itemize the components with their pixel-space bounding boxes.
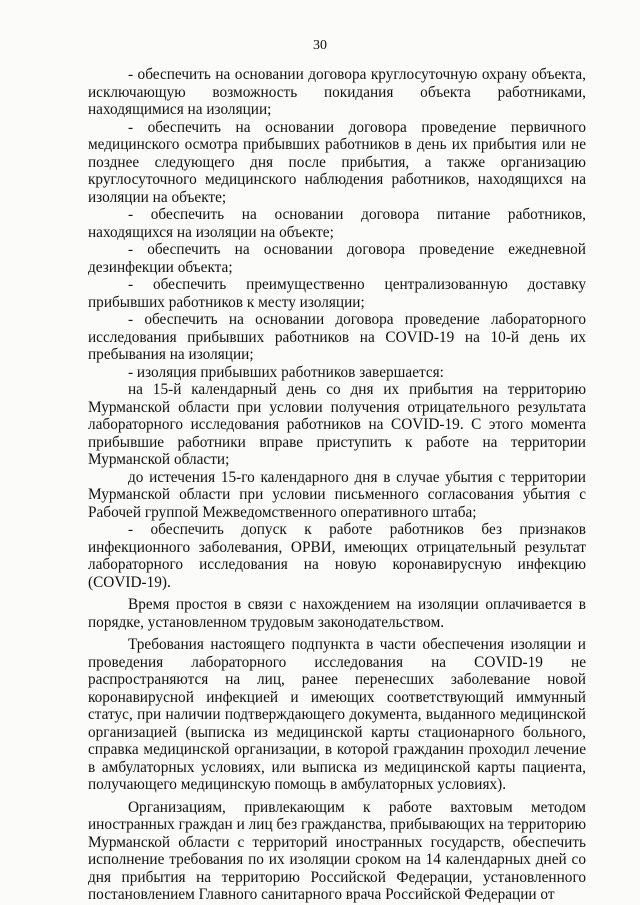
paragraph: на 15-й календарный день со дня их прибытия на территорию Мурманской области при условии получения отрицательного результата лабораторного исследования работников на COVID-19. С этого момента прибывшие работники вправе приступить к работе на территории Мурманской области;	[88, 381, 586, 468]
document-body	[88, 66, 586, 904]
paragraph: Организациям, привлекающим к работе вахтовым методом иностранных граждан и лиц без гражданства, прибывающих на территорию Мурманской области с территорий иностранных государств, обеспечить исполнение требования по их изоляции сроком на 14 календарных дней со дня прибытия на территорию Российской Федерации, установленного постановлением Главного санитарного врача Российской Федерации от	[88, 798, 586, 903]
paragraph: - обеспечить преимущественно централизованную доставку прибывших работников к месту изоляции;	[88, 276, 586, 311]
paragraph: - обеспечить на основании договора проведение ежедневной дезинфекции объекта;	[88, 241, 586, 276]
paragraph: - обеспечить на основании договора круглосуточную охрану объекта, исключающую возможность покидания объекта работниками, находящимися на изоляции;	[88, 66, 586, 118]
paragraph: Требования настоящего подпункта в части обеспечения изоляции и проведения лабораторного исследования на COVID-19 не распространяются на лиц, ранее перенесших заболевание новой коронавирусной инфекцией и имеющих соответствующий иммунный статус, при наличии подтверждающего документа, выданного медицинской организацией (выписка из медицинской карты стационарного больного, справка медицинской организации, в которой гражданин проходил лечение в амбулаторных условиях, или выписка из медицинской карты пациента, получающего медицинскую помощь в амбулаторных условиях).	[88, 636, 586, 793]
paragraph: Время простоя в связи с нахождением на изоляции оплачивается в порядке, установленном трудовым законодательством.	[88, 596, 586, 631]
paragraph: до истечения 15-го календарного дня в случае убытия с территории Мурманской области при условии письменного согласования убытия с Рабочей группой Межведомственного оперативного штаба;	[88, 468, 586, 521]
paragraph: - обеспечить на основании договора проведение лабораторного исследования прибывших работников на COVID-19 на 10-й день их пребывания на изоляции;	[88, 311, 586, 363]
paragraph: - обеспечить допуск к работе работников без признаков инфекционного заболевания, ОРВИ, имеющих отрицательный результат лабораторного исследования на новую коронавирусную инфекцию (COVID-19).	[88, 521, 586, 591]
paragraph: - изоляция прибывших работников завершается:	[128, 363, 444, 381]
page-number: 30	[313, 38, 327, 53]
paragraph: - обеспечить на основании договора проведение первичного медицинского осмотра прибывших работников в день их прибытия или не позднее следующего дня после прибытия, а также организацию круглосуточного медицинского наблюдения работников, находящихся на изоляции на объекте;	[88, 118, 586, 206]
paragraph: - обеспечить на основании договора питание работников, находящихся на изоляции на объекте;	[88, 206, 586, 241]
